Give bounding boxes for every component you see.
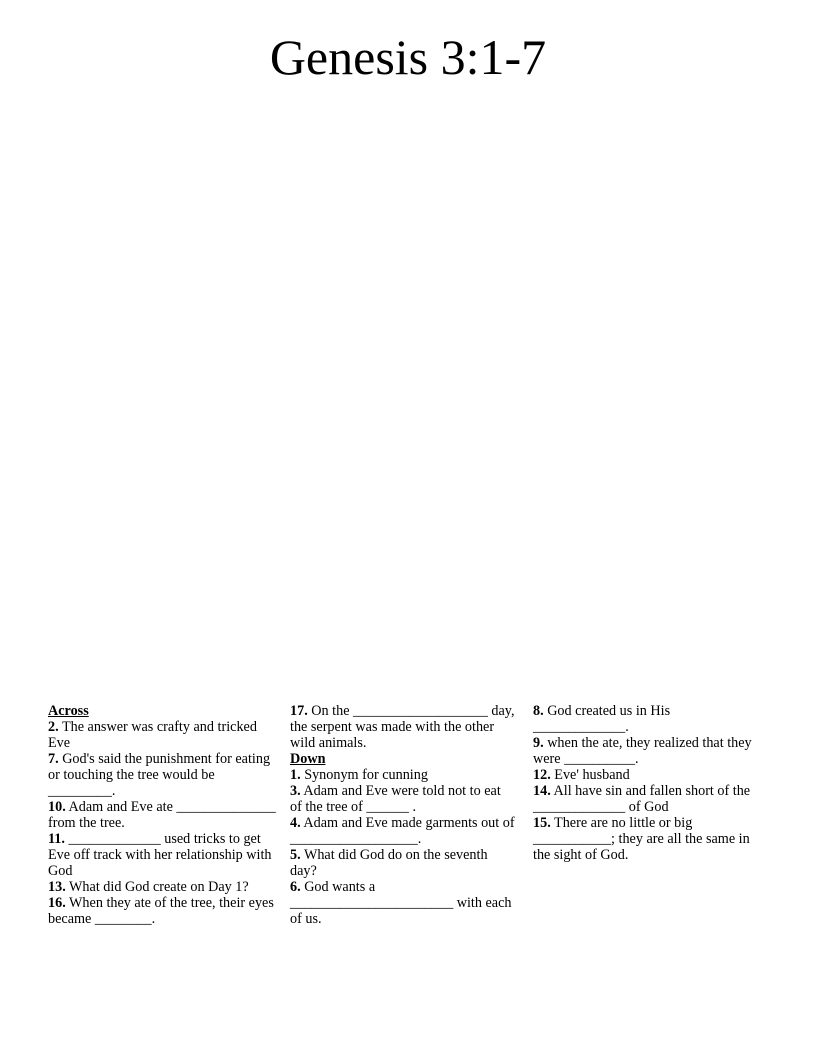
clue-number: 6.: [290, 879, 301, 895]
clue-down-12: [533, 767, 765, 783]
clue-down-15: [533, 815, 765, 863]
clue-number: 8.: [533, 703, 544, 719]
clue-number: 15.: [533, 815, 551, 831]
clue-number: 5.: [290, 847, 301, 863]
clue-number: 13.: [48, 879, 66, 895]
clue-number: 12.: [533, 767, 551, 783]
clue-text: _____________ used tricks to get Eve off track with her relationship with God: [48, 831, 272, 879]
clue-across-11: [48, 831, 280, 879]
clue-text: God created us in His _____________.: [533, 703, 671, 735]
clue-text: God's said the punishment for eating or touching the tree would be _________.: [48, 751, 271, 799]
clue-number: 7.: [48, 751, 59, 767]
down-heading: Down: [290, 751, 326, 767]
clue-number: 16.: [48, 895, 66, 911]
clue-down-4: [290, 815, 516, 847]
clue-number: 4.: [290, 815, 301, 831]
clue-number: 3.: [290, 783, 301, 799]
clue-down-5: [290, 847, 516, 879]
clue-text: When they ate of the tree, their eyes became ________.: [48, 895, 274, 927]
clue-down-14: [533, 783, 765, 815]
page-title: Genesis 3:1-7: [269, 29, 547, 85]
clue-text: The answer was crafty and tricked Eve: [48, 719, 257, 751]
clue-down-9: [533, 735, 765, 767]
clue-across-16: [48, 895, 280, 927]
clue-down-3: [290, 783, 516, 815]
clue-down-6: [290, 879, 516, 927]
clues-column-3: [533, 703, 765, 863]
clue-text: Eve' husband: [554, 767, 630, 783]
clue-number: 9.: [533, 735, 544, 751]
clues-column-1: [48, 703, 280, 927]
clue-number: 1.: [290, 767, 301, 783]
clue-down-1: [290, 767, 516, 783]
clue-number: 11.: [48, 831, 65, 847]
clue-text: On the ___________________ day, the serpent was made with the other wild animals.: [290, 703, 515, 751]
clue-down-8: [533, 703, 765, 735]
clue-text: What did God create on Day 1?: [69, 879, 249, 895]
clue-across-13: [48, 879, 280, 895]
clue-text: Adam and Eve made garments out of __________________.: [290, 815, 515, 847]
clue-number: 10.: [48, 799, 66, 815]
clue-text: There are no little or big ___________; they are all the same in the sight of God.: [533, 815, 750, 863]
clue-number: 17.: [290, 703, 308, 719]
clue-text: All have sin and fallen short of the _____________ of God: [533, 783, 751, 815]
clue-text: What did God do on the seventh day?: [290, 847, 488, 879]
clue-number: 2.: [48, 719, 59, 735]
clue-across-7: [48, 751, 280, 799]
across-heading: Across: [48, 703, 89, 719]
clues-column-2: [290, 703, 516, 927]
clue-across-2: [48, 719, 280, 751]
clue-text: Synonym for cunning: [304, 767, 428, 783]
clue-number: 14.: [533, 783, 551, 799]
clue-across-17: [290, 703, 516, 751]
clue-text: God wants a _______________________ with each of us.: [290, 879, 512, 927]
clue-text: Adam and Eve were told not to eat of the tree of ______ .: [290, 783, 501, 815]
clue-text: when the ate, they realized that they were __________.: [533, 735, 752, 767]
clue-across-10: [48, 799, 280, 831]
clue-text: Adam and Eve ate ______________ from the tree.: [48, 799, 276, 831]
